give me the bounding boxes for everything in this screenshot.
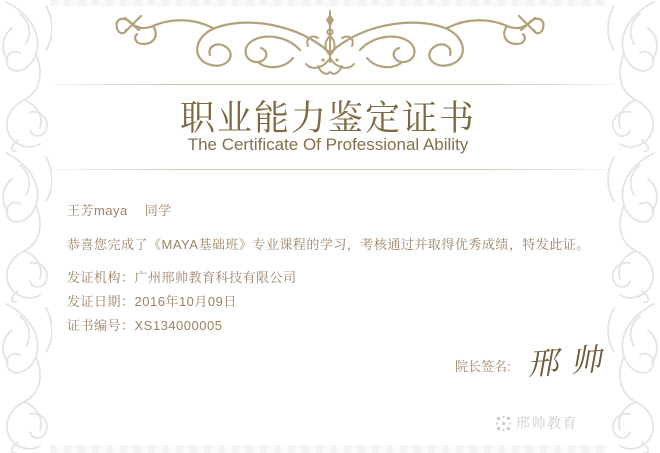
subheader-divider-line	[48, 169, 614, 170]
signature-row	[455, 336, 613, 381]
issuer-field	[67, 267, 297, 286]
recipient-row	[67, 200, 172, 219]
recipient-name: 王芳maya	[67, 203, 128, 218]
lace-border-right-icon	[604, 0, 660, 453]
certificate-number-label: 证书编号：	[67, 318, 135, 333]
certificate-subtitle: The Certificate Of Professional Ability	[187, 135, 469, 154]
issue-date-field	[67, 291, 237, 310]
brand-watermark	[496, 413, 578, 433]
president-signature: 邢帅	[525, 341, 615, 383]
brand-watermark-text: 邢帅教育	[516, 415, 578, 431]
issuer-label: 发证机构：	[67, 270, 135, 285]
certificate-number-field	[67, 315, 222, 334]
lace-strip-bottom	[50, 445, 606, 453]
certificate-title: 职业能力鉴定证书	[179, 99, 476, 138]
signature-label: 院长签名:	[455, 359, 511, 374]
certificate-number-value: XS134000005	[134, 318, 223, 333]
recipient-honorific: 同学	[144, 203, 172, 218]
issue-date-value: 2016年10月09日	[134, 294, 237, 309]
xingshuai-logo-icon	[496, 416, 511, 431]
header-divider-line	[55, 84, 613, 85]
issue-date-label: 发证日期：	[67, 294, 135, 309]
congratulation-text: 恭喜您完成了《MAYA基础班》专业课程的学习，考核通过并取得优秀成绩，特发此证。	[67, 237, 590, 252]
lace-border-left-icon	[0, 0, 52, 453]
issuer-value: 广州邢帅教育科技有限公司	[134, 270, 297, 285]
lace-strip-top	[50, 0, 606, 6]
flourish-ornament-icon	[115, 8, 545, 80]
